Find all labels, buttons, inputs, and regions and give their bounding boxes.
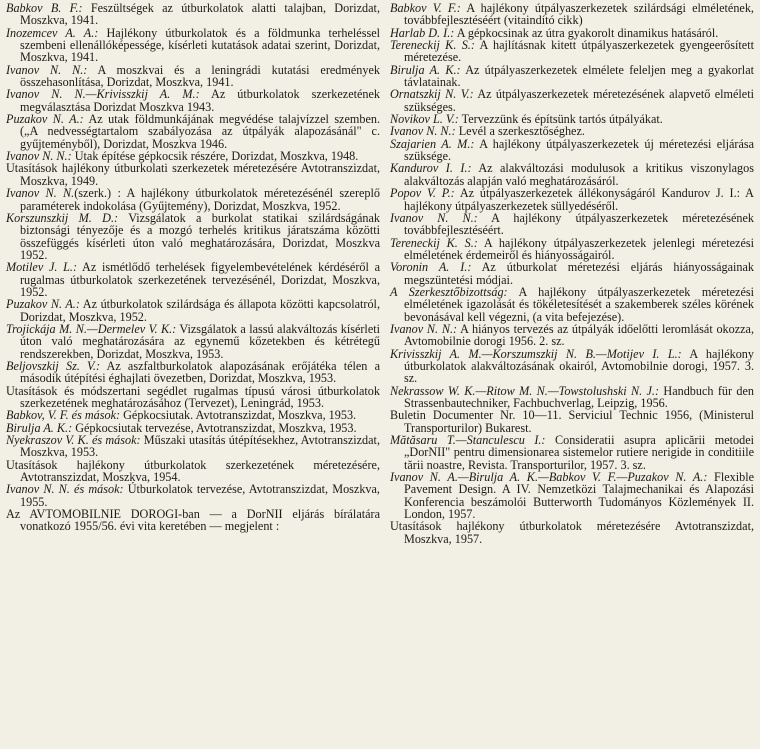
- reference-text: Utak építése gépkocsik részére, Dorizdat, Moszkva, 1948.: [71, 149, 359, 164]
- reference-author: Harlab D. I.:: [390, 25, 455, 40]
- reference-entry: [6, 64, 380, 89]
- reference-author: Ivanov N. N.: [6, 186, 75, 201]
- reference-text: Consideratii asupra aplicării metodei „DorNII" pentru dimensionarea sistemelor rutiere nerigide in conditiile tării noastre, Revista. Transporturilor, 1957. 3. sz.: [404, 433, 754, 472]
- reference-text: Az aszfaltburkolatok alapozásának erőjátéka télen a második útépítési éghajlati övezetben, Dorizdat, Moszkva, 1953.: [20, 358, 380, 386]
- reference-author: Babkov, V. F. és mások:: [6, 408, 121, 423]
- reference-text: A hajlékony útpályaszerkezetek jelenlegi méretezési elméletének érdemeiről és hiányosságairól.: [404, 235, 754, 262]
- reference-text: Az útpályaszerkezetek állékonyságáról Kandurov J. I.: A hajlékony útpályaszerkezetek süllyedéséről.: [404, 186, 754, 213]
- reference-entry: [6, 323, 380, 360]
- right-column: [390, 2, 754, 545]
- reference-entry: [390, 138, 754, 163]
- reference-entry: [390, 39, 754, 64]
- reference-author: Nekrassow W. K.—Ritow M. N.—Towstolushski N. J.:: [390, 383, 660, 398]
- reference-author: Ornatszkij N. V.:: [390, 87, 474, 102]
- reference-entry: [6, 360, 380, 385]
- reference-entry: [390, 261, 754, 286]
- reference-text: Utasítások hajlékony útburkolatok szerkezetének méretezésére, Avtotranszizdat, Moszkva, 1954.: [6, 457, 380, 485]
- reference-entry: [6, 261, 380, 298]
- reference-author: Ivanov N. A.—Birulja A. K.—Babkov V. F.—Puzakov N. A.:: [390, 470, 708, 485]
- reference-entry: [6, 27, 380, 64]
- reference-entry: [6, 113, 380, 150]
- reference-text: A hajlékony útburkolatok alakváltozásának okairól, Avtomobilnie dorogi, 1957. 3. sz.: [404, 346, 754, 386]
- reference-entry: [390, 385, 754, 410]
- reference-author: Puzakov N. A.:: [6, 297, 80, 312]
- reference-text: Az utak földmunkájának megvédése talajvízzel szemben. („A nedvességtartalom szabályozása az útpályák alapozásánál" c. gyűjteményből), Dorizdat, Moszkva 1946.: [20, 112, 381, 151]
- reference-entry: [390, 434, 754, 471]
- reference-text: Vizsgálatok a burkolat statikai szilárdságának biztonsági tényezője és a mozgó terhelés kritikus járatszáma közötti összefüggés kísérleti úton való meghatározására, Dorizdat, Moszkva 1952.: [20, 210, 380, 262]
- reference-author: Birulja A. K.:: [390, 62, 461, 77]
- reference-entry: [390, 348, 754, 385]
- reference-author: Tereneckij K. S.:: [390, 235, 478, 250]
- reference-author: Ivanov N. N.:: [390, 321, 458, 336]
- reference-entry: [390, 2, 754, 27]
- reference-text: A hajlékony útpályaszerkezetek méretezésének továbbfejlesztéséért.: [404, 210, 754, 238]
- reference-entry: [390, 187, 754, 212]
- reference-text: Buletin Documenter Nr. 10—11. Serviciul Technic 1956, (Ministerul Transporturilor) Bukarest.: [390, 408, 754, 435]
- reference-text: Az útpályaszerkezetek méretezésének alapvető elméleti szükséges.: [404, 87, 754, 114]
- reference-entry: [390, 64, 754, 89]
- reference-author: Ivanov N. N.—Krivisszkij A. M.:: [6, 87, 200, 102]
- reference-text: Gépkocsiutak tervezése, Avtotranszizdat, Moszkva, 1953.: [72, 420, 357, 435]
- reference-text: Műszaki utasítás útépítésekhez, Avtotranszizdat, Moszkva, 1953.: [20, 433, 380, 460]
- reference-author: Beljovszkij Sz. V.:: [6, 358, 101, 373]
- reference-author: Birulja A. K.:: [6, 420, 73, 435]
- reference-text: Levél a szerkesztőséghez.: [455, 124, 585, 139]
- reference-author: Puzakov N. A.:: [6, 112, 84, 127]
- reference-author: Trojickája M. N.—Dermelev V. K.:: [6, 321, 177, 336]
- reference-text: A hajlékony útpályaszerkezetek szilárdsági elméletének, továbbfejlesztéséért (vitaindító cikk): [404, 1, 754, 28]
- reference-text: Flexible Pavement Design. A IV. Nemzetközi Talajmechanikai és Alapozási Konferencia beszámolói Butterworth Tudományos Közlemények II. London, 1957.: [404, 470, 754, 522]
- reference-text: Az alakváltozási modulusok a kritikus viszonylagos alakváltozás alapján való meghatározásáról.: [404, 161, 754, 188]
- reference-text: Az ismétlődő terhelések figyelembevételének kérdéséről a rugalmas útburkolatok szerkezetének tervezésénél, Dorizdat, Moszkva, 1952.: [20, 260, 380, 299]
- reference-author: Ivanov N. N.:: [390, 124, 456, 139]
- reference-entry: [390, 471, 754, 520]
- reference-entry: [390, 212, 754, 237]
- reference-text: Az útburkolatok szilárdsága és állapota közötti kapcsolatról, Dorizdat, Moszkva, 1952.: [20, 297, 380, 324]
- reference-entry: [6, 88, 380, 113]
- reference-text: A moszkvai és a leningrádi kutatási eredmények összehasonlítása, Dorizdat, Moszkva, 1941.: [20, 62, 380, 90]
- reference-entry: [390, 162, 754, 187]
- reference-text: Tervezzünk és építsünk tartós útpályákat.: [458, 112, 663, 127]
- reference-author: Kandurov I. I.:: [390, 161, 472, 176]
- reference-text: A hajlításnak kitett útpályaszerkezetek gyengeerősített méretezése.: [404, 38, 754, 65]
- reference-author: Tereneckij K. S.:: [390, 38, 475, 53]
- reference-author: Nyekraszov V. K. és mások:: [6, 433, 141, 448]
- reference-text: A hiányos tervezés az útpályák időelőtti leromlását okozza, Avtomobilnie dorogi 1956. 2. sz.: [404, 321, 754, 349]
- reference-text: Utasítások és módszertani segédlet rugalmas típusú városi útburkolatok szerkezetének meghatározásához (Tervezet), Leningrád, 1953.: [6, 383, 380, 410]
- reference-entry: [390, 237, 754, 262]
- left-column: [6, 2, 380, 533]
- reference-author: Babkov B. F.:: [6, 1, 83, 15]
- reference-author: Ivanov N. N.:: [6, 62, 88, 77]
- reference-author: Ivanov N. N. és mások:: [6, 482, 124, 497]
- reference-entry: [6, 483, 380, 508]
- reference-text: Hajlékony útburkolatok és a földmunka terheléssel szembeni ellenállóképessége, kísérleti kutatások adatai szerint, Dorizdat, Moszkva, 1941.: [20, 25, 380, 65]
- reference-entry: [6, 187, 380, 212]
- reference-text: Gépkocsiutak. Avtotranszizdat, Moszkva, 1953.: [120, 408, 357, 423]
- reference-entry: [390, 88, 754, 113]
- reference-text: Vizsgálatok a lassú alakváltozás kísérleti úton való meghatározására az egynemű kőzetekben és kétrétegű rendszerekben, Dorizdat, Moszkva, 1953.: [20, 321, 380, 361]
- reference-text: A gépkocsinak az útra gyakorolt dinamikus hatásáról.: [454, 25, 719, 40]
- reference-author: Szajarien A. M.:: [390, 136, 475, 151]
- reference-text: Az útburkolat méretezési eljárás hiányosságainak megszüntetési módjai.: [404, 260, 754, 287]
- reference-text: Útburkolatok tervezése, Avtotranszizdat, Moszkva, 1955.: [20, 482, 380, 509]
- reference-text: A hajlékony útpályaszerkezetek méretezési elméletének igazolását és tökéletesítését a szakemberek széles körének bevonásával kell végezni, (a vita befejezése).: [404, 284, 755, 324]
- reference-entry: [390, 286, 754, 323]
- reference-entry: [6, 162, 380, 187]
- reference-entry: [6, 298, 380, 323]
- reference-text: A hajlékony útpályaszerkezetek új méretezési eljárása szüksége.: [404, 136, 755, 164]
- reference-entry: [390, 323, 754, 348]
- reference-author: Korszunszkij M. D.:: [6, 210, 119, 225]
- reference-author: Mătăsaru T.—Stanculescu I.:: [390, 433, 546, 448]
- reference-text: Az AVTOMOBILNIE DOROGI-ban — a DorNII eljárás bírálatára vonatkozó 1955/56. évi vita keretében — megjelent :: [6, 507, 380, 534]
- reference-entry: [390, 520, 754, 545]
- reference-text: Feszültségek az útburkolatok alatti talajban, Dorizdat, Moszkva, 1941.: [20, 1, 380, 28]
- reference-entry: [6, 2, 380, 27]
- reference-entry: [390, 409, 754, 434]
- reference-author: Novikov L. V.:: [390, 112, 459, 127]
- reference-entry: [6, 508, 380, 533]
- reference-author: Ivanov N. N.:: [6, 149, 72, 164]
- reference-entry: [6, 434, 380, 459]
- reference-author: Inozemcev A. A.:: [6, 25, 99, 40]
- reference-entry: [6, 459, 380, 484]
- reference-text: Az útpályaszerkezetek elmélete feleljen meg a gyakorlat távlatainak.: [404, 62, 754, 90]
- reference-text: (szerk.) : A hajlékony útburkolatok méretezésénél szereplő paraméterek indokolása (Gyűjtemény), Dorizdat, Moszkva, 1952.: [20, 186, 380, 213]
- reference-author: Motilev J. L.:: [6, 260, 77, 275]
- reference-author: Popov V. P.:: [390, 186, 455, 201]
- reference-author: Ivanov N. N.:: [390, 210, 478, 225]
- reference-text: Utasítások hajlékony útburkolati szerkezetek méretezésére Avtotranszizdat, Moszkva, 1949.: [6, 161, 380, 188]
- reference-author: Babkov V. F.:: [390, 1, 461, 15]
- reference-text: Az útburkolatok szerkezetének megválasztása Dorizdat Moszkva 1943.: [20, 87, 380, 114]
- reference-entry: [6, 385, 380, 410]
- reference-entry: [6, 212, 380, 261]
- reference-author: A Szerkesztőbizottság:: [390, 284, 508, 299]
- reference-text: Utasítások hajlékony útburkolatok méretezésére Avtotranszizdat, Moszkva, 1957.: [390, 519, 754, 546]
- reference-author: Krivisszkij A. M.—Korszumszkij N. B.—Motijev I. L.:: [390, 346, 682, 361]
- reference-text: Handbuch für den Strassenbautechniker, Fachbuchverlag, Leipzig, 1956.: [404, 383, 754, 410]
- reference-author: Voronin A. I.:: [390, 260, 472, 275]
